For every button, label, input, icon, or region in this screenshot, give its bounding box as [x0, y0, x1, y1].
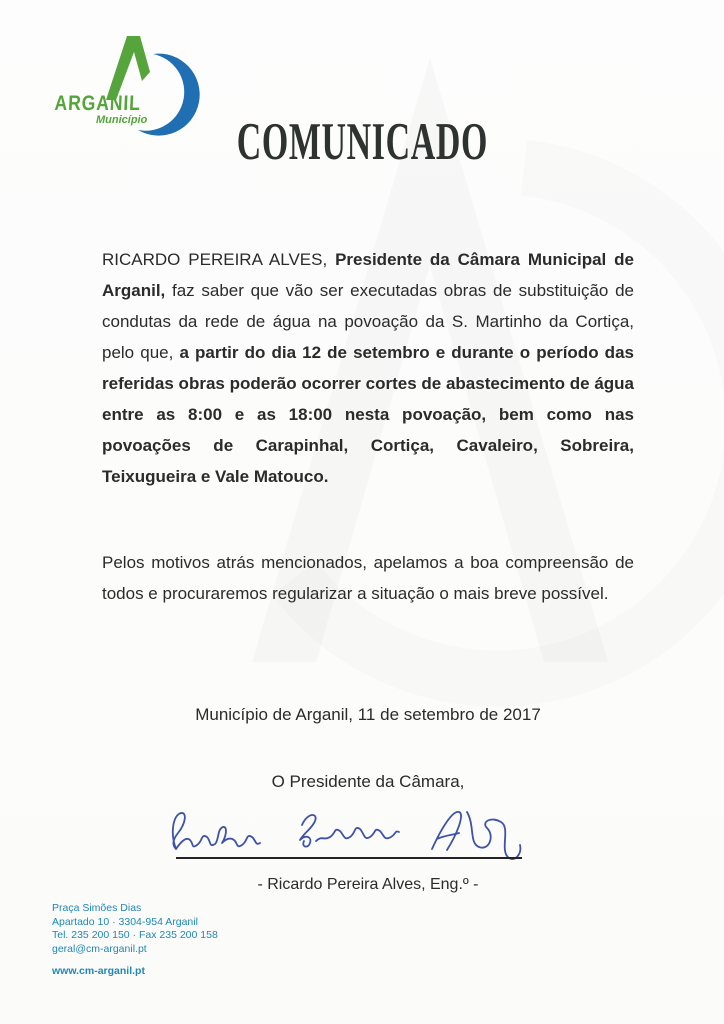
logo-wordmark: ARGANIL: [54, 92, 142, 115]
arganil-logo: [50, 26, 200, 136]
footer-address-line1: Praça Simões Dias: [52, 902, 142, 914]
footer-website: www.cm-arganil.pt: [52, 965, 145, 977]
logo-subtitle: Município: [96, 114, 148, 126]
paragraph-main-bold-2: a partir do dia 12 de setembro e durante o período das referidas obras poderão ocorrer cortes de abastecimento de água entre as 8:00 e as 18:00 nesta povoação, bem como nas povoações de Carapinhal, Cortiça, Cavaleiro, Sobreira, Teixugueira e Vale Matouco.: [102, 343, 634, 486]
footer-address-line2: Apartado 10 · 3304-954 Arganil: [52, 915, 198, 928]
signed-name: - Ricardo Pereira Alves, Eng.º -: [257, 876, 479, 893]
paragraph-main-regular-2: faz saber que vão ser executadas obras de substituição de condutas da rede de água na povoação da S. Martinho da Cortiça, pelo que,: [102, 281, 634, 362]
page-title: COMUNICADO: [236, 113, 488, 171]
signature-block: [160, 803, 540, 867]
handwritten-signature-icon: [160, 803, 540, 867]
dateline: Município de Arganil, 11 de setembro de 2017: [195, 705, 541, 724]
paragraph-main-regular-1: RICARDO PEREIRA ALVES,: [102, 250, 336, 269]
footer-email: geral@cm-arganil.pt: [52, 942, 147, 955]
paragraph-main: [102, 244, 634, 492]
footer-contacts: Tel. 235 200 150 · Fax 235 200 158: [52, 929, 218, 941]
signature-role: O Presidente da Câmara,: [271, 772, 465, 791]
footer-contact-block: [52, 902, 218, 979]
paragraph-closing: Pelos motivos atrás mencionados, apelamos a boa compreensão de todos e procuraremos regularizar a situação o mais breve possível.: [102, 553, 634, 603]
paragraph-main-bold-1: Presidente da Câmara Municipal de Arganil,: [102, 250, 635, 300]
